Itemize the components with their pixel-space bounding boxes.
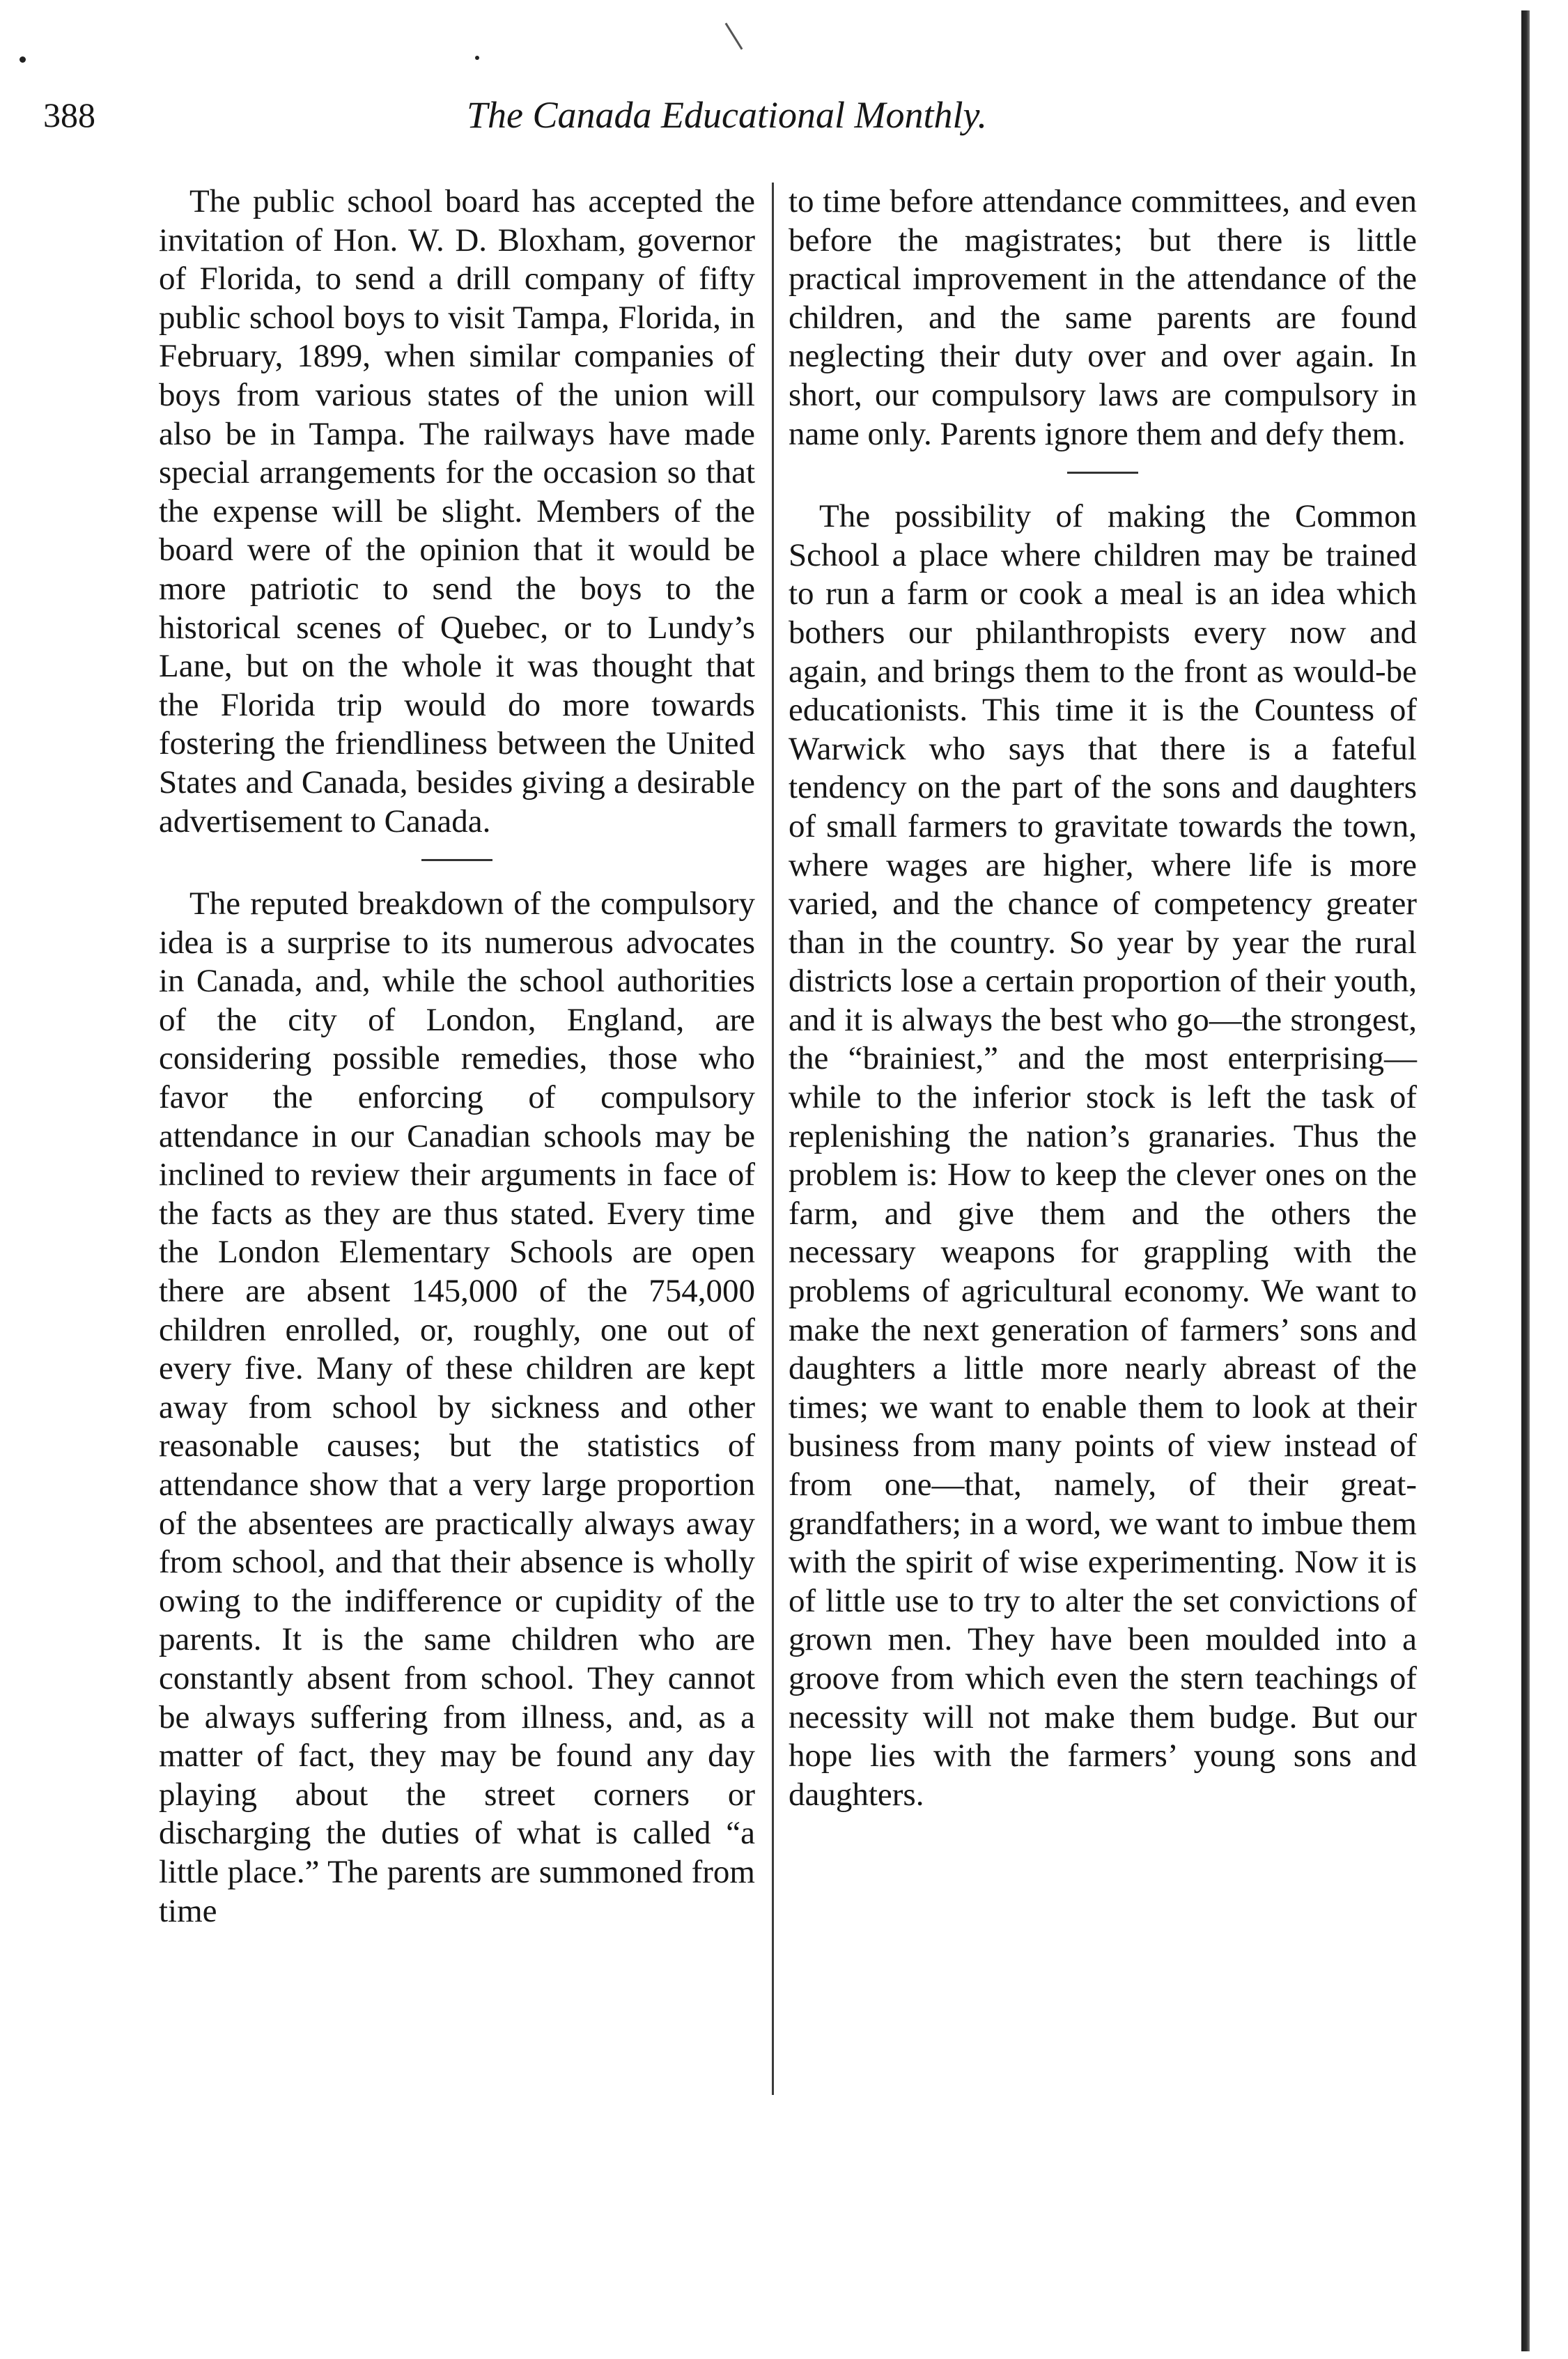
section-separator <box>1067 472 1138 474</box>
article-paragraph: The public school board has accepted the invitation of Hon. W. D. Bloxham, governor of Florida, to send a drill company of fifty public school boys to visit Tampa, Florida, in February, 1899, when similar companies of boys from various states of the union will also be in Tampa. The railways have made special arrangements for the occasion so that the expense will be slight. Members of the board were of the opinion that it would be more patriotic to send the boys to the historical scenes of Quebec, or to Lundy’s Lane, but on the whole it was thought that the Florida trip would do more towards fostering the friendliness between the United States and Canada, besides giving a desirable advertisement to Canada. <box>159 183 755 840</box>
page-number: 388 <box>43 95 95 134</box>
page-edge-shadow <box>1521 10 1530 2351</box>
article-paragraph: The reputed breakdown of the compulsory idea is a surprise to its numerous advocates in Canada, and, while the school authorities of the city of London, England, are considering possible remedies, those who favor the enforcing of compulsory attendance in our Canadian schools may be inclined to review their arguments in face of the facts as they are thus stated. Every time the London Elementary Schools are open there are absent 145,000 of the 754,000 children enrolled, or, roughly, one out of every five. Many of these children are kept away from school by sickness and other reasonable causes; but the statistics of attendance show that a very large proportion of the absentees are practically always away from school, and that their absence is wholly owing to the indifference or cupidity of the parents. It is the same children who are constantly absent from school. They cannot be always suffering from illness, and, as a matter of fact, they may be found any day playing about the street corners or discharging the duties of what is called “a little place.” The parents are summoned from time <box>159 885 755 1929</box>
scan-speck-left <box>20 56 26 63</box>
section-separator <box>421 859 492 861</box>
article-paragraph-continued: to time before attendance committees, and even before the magistrates; but there is little practical improvement in the attendance of the children, and the same parents are found neglecting their duty over and over again. In short, our compulsory laws are compulsory in name only. Parents ignore them and defy them. <box>789 183 1417 452</box>
left-column <box>159 183 755 1931</box>
scan-scratch-top <box>725 23 743 50</box>
running-title: The Canada Educational Monthly. <box>467 94 987 136</box>
right-column <box>789 183 1417 1814</box>
article-paragraph: The possibility of making the Common School a place where children may be trained to run a farm or cook a meal is an idea which bothers our philanthropists every now and again, and brings them to the front as would-be educationists. This time it is the Countess of Warwick who says that there is a fateful tendency on the part of the sons and daughters of small farmers to gravitate towards the town, where wages are higher, where life is more varied, and the chance of competency greater than in the country. So year by year the rural districts lose a certain proportion of their youth, and it is always the best who go—the strongest, the “brainiest,” and the most enterprising—while to the inferior stock is left the task of replenishing the nation’s granaries. Thus the problem is: How to keep the clever ones on the farm, and give them and the others the necessary weapons for grappling with the problems of agricultural economy. We want to make the next generation of farmers’ sons and daughters a little more nearly abreast of the times; we want to enable them to look at their business from many points of view instead of from one—that, namely, of their great-grandfathers; in a word, we want to imbue them with the spirit of wise experimenting. Now it is of little use to try to alter the set convictions of grown men. They have been moulded into a groove from which even the stern teachings of necessity will not make them budge. But our hope lies with the farmers’ young sons and daughters. <box>789 498 1417 1813</box>
page-header <box>0 87 1568 143</box>
scan-speck-center <box>475 56 479 60</box>
column-divider <box>772 183 774 2095</box>
